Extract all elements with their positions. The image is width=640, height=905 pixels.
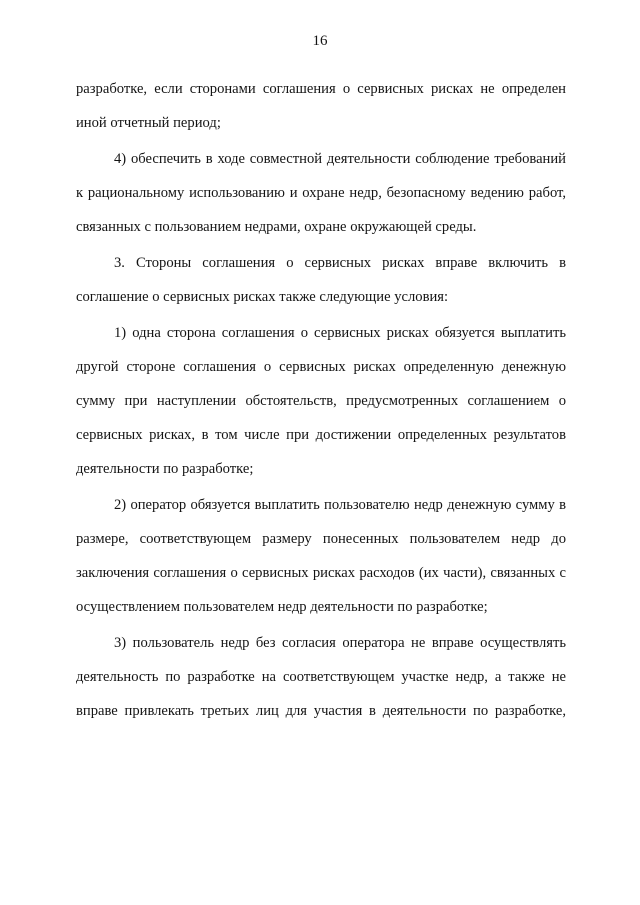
paragraph-subitem-3: 3) пользователь недр без согласия оператора не вправе осуществлять деятельность по разработке на соответствующем участке недр, а также не вправе привлекать третьих лиц для участия в деятельности по разработке, bbox=[76, 635, 566, 719]
page-number: 16 bbox=[312, 33, 328, 49]
paragraph-clause-3: 3. Стороны соглашения о сервисных рисках вправе включить в соглашение о сервисных рисках также следующие условия: bbox=[76, 255, 566, 305]
paragraph-item-4: 4) обеспечить в ходе совместной деятельности соблюдение требований к рациональному использованию и охране недр, безопасному ведению работ, связанных с пользованием недрами, охране окружающей среды. bbox=[76, 151, 566, 235]
paragraph-continuation: разработке, если сторонами соглашения о сервисных рисках не определен иной отчетный период; bbox=[76, 81, 566, 131]
document-body bbox=[76, 72, 566, 730]
paragraph-subitem-1: 1) одна сторона соглашения о сервисных рисках обязуется выплатить другой стороне соглашения о сервисных рисках определенную денежную сумму при наступлении обстоятельств, предусмотренных соглашением о сервисных рисках, в том числе при достижении определенных результатов деятельности по разработке; bbox=[76, 325, 566, 477]
paragraph-subitem-2: 2) оператор обязуется выплатить пользователю недр денежную сумму в размере, соответствующем размеру понесенных пользователем недр до заключения соглашения о сервисных рисках расходов (их части), связанных с осуществлением пользователем недр деятельности по разработке; bbox=[76, 497, 566, 615]
